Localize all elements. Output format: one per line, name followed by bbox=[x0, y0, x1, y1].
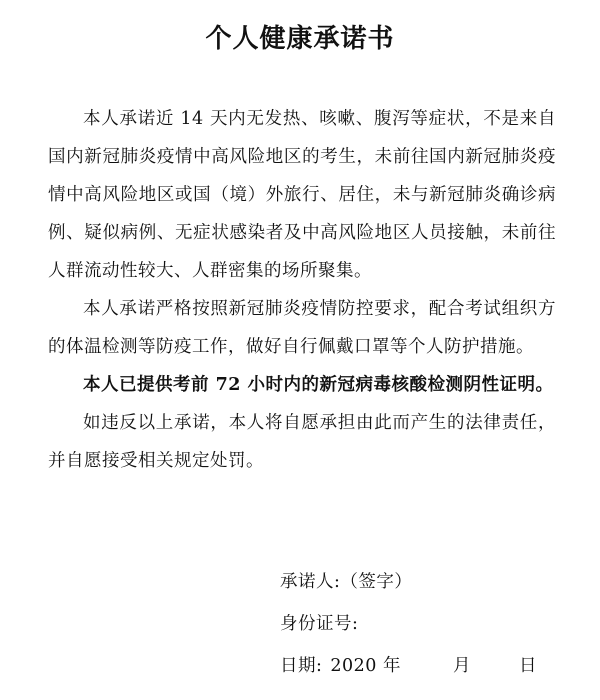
paragraph-prevention-commitment: 本人承诺严格按照新冠肺炎疫情防控要求，配合考试组织方的体温检测等防疫工作，做好自行佩戴口罩等个人防护措施。 bbox=[48, 299, 556, 357]
date-line bbox=[280, 652, 600, 677]
date-label: 日期: bbox=[280, 656, 323, 676]
paragraph-health-commitment: 本人承诺近 14 天内无发热、咳嗽、腹泻等症状，不是来自国内新冠肺炎疫情中高风险地区的考生，未前往国内新冠肺炎疫情中高风险地区或国（境）外旅行、居住，未与新冠肺炎确诊病例、疑似病例、无症状感染者及中高风险地区人员接触，未前往人群流动性较大、人群密集的场所聚集。 bbox=[48, 109, 556, 281]
paragraph-nucleic-acid-test: 本人已提供考前 72 小时内的新冠病毒核酸检测阴性证明。 bbox=[83, 375, 554, 395]
date-year: 2020 年 bbox=[330, 656, 402, 676]
date-day: 日 bbox=[519, 656, 538, 676]
signer-label: 承诺人:（签字） bbox=[280, 572, 413, 592]
document-title: 个人健康承诺书 bbox=[205, 24, 395, 54]
document-body bbox=[48, 100, 556, 480]
paragraph-liability: 如违反以上承诺，本人将自愿承担由此而产生的法律责任，并自愿接受相关规定处罚。 bbox=[48, 413, 556, 471]
id-number-label: 身份证号: bbox=[280, 614, 359, 634]
date-month: 月 bbox=[453, 656, 472, 676]
